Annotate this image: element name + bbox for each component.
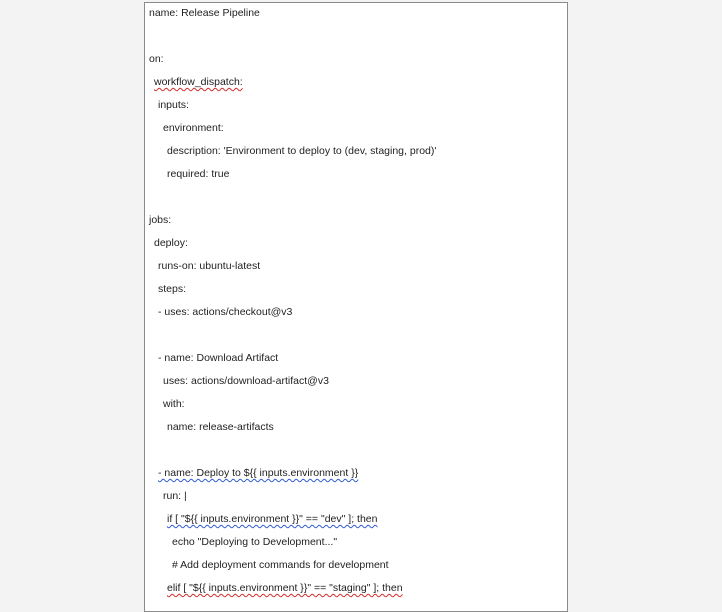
code-line: name: release-artifacts [167, 421, 274, 433]
code-line: runs-on: ubuntu-latest [158, 260, 261, 272]
code-line: name: Release Pipeline [149, 7, 260, 19]
code-line: - uses: actions/checkout@v3 [158, 306, 293, 318]
code-line: environment: [163, 122, 224, 134]
code-line: steps: [158, 283, 187, 295]
code-line: workflow_dispatch: [154, 76, 243, 88]
code-line: description: 'Environment to deploy to (dev, staging, prod)' [167, 145, 437, 157]
code-line: elif [ "${{ inputs.environment }}" == "staging" ]; then [167, 582, 403, 594]
code-line: required: true [167, 168, 230, 180]
code-line: jobs: [149, 214, 172, 226]
code-line: - name: Download Artifact [158, 352, 279, 364]
code-line: echo "Deploying to Development..." [172, 536, 338, 548]
code-line: if [ "${{ inputs.environment }}" == "dev" ]; then [167, 513, 378, 525]
code-line: uses: actions/download-artifact@v3 [163, 375, 329, 387]
code-line: - name: Deploy to ${{ inputs.environment }} [158, 467, 359, 479]
code-line: run: | [163, 490, 187, 502]
code-line: inputs: [158, 99, 189, 111]
code-line: on: [149, 53, 164, 65]
code-line: deploy: [154, 237, 188, 249]
document-page [144, 2, 568, 612]
code-line: # Add deployment commands for development [172, 559, 389, 571]
code-line: with: [163, 398, 185, 410]
